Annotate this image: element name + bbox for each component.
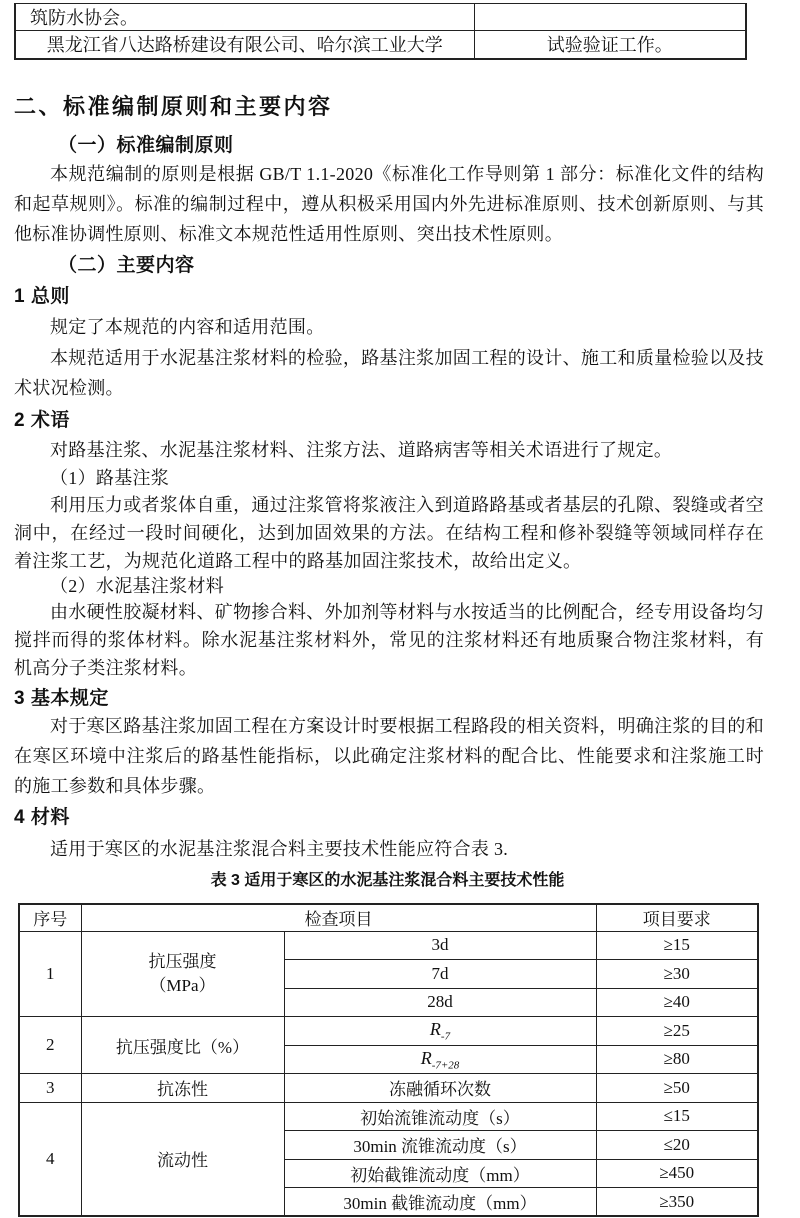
- cell-req-30min-truncated-cone: ≥350: [596, 1188, 758, 1217]
- cell-test-initial-flow-cone: 初始流锥流动度（s）: [284, 1102, 596, 1131]
- r-subscript: -7: [440, 1030, 451, 1043]
- heading-4-materials: 4 材料: [14, 807, 70, 828]
- cell-req-28d: ≥40: [596, 988, 758, 1017]
- cell-test-7d: 7d: [284, 960, 596, 989]
- cell-test-30min-flow-cone: 30min 流锥流动度（s）: [284, 1131, 596, 1160]
- item-line: （MPa）: [149, 975, 216, 995]
- section-heading-2: 二、标准编制原则和主要内容: [14, 94, 333, 119]
- table-row: [15, 4, 746, 31]
- cell-serial-1: 1: [19, 931, 81, 1017]
- heading-3-basic-rules: 3 基本规定: [14, 688, 109, 709]
- cell-item-compressive-strength: [81, 931, 284, 1017]
- heading-1-general: 1 总则: [14, 286, 70, 307]
- cell-item-fluidity: 流动性: [81, 1102, 284, 1216]
- cell-req-r7: ≥25: [596, 1017, 758, 1046]
- paragraph-scope-2: 本规范适用于水泥基注浆材料的检验，路基注浆加固工程的设计、施工和质量检验以及技术状况检测。: [14, 348, 764, 398]
- table-row: [19, 1074, 758, 1103]
- paragraph-terms-intro: 对路基注浆、水泥基注浆材料、注浆方法、道路病害等相关术语进行了规定。: [50, 440, 673, 460]
- paragraph-term-2: 由水硬性胶凝材料、矿物掺合料、外加剂等材料与水按适当的比例配合，经专用设备均匀搅拌而得的浆体材料。除水泥基注浆材料外，常见的注浆材料还有地质聚合物注浆材料，有机高分子类注浆材料。: [14, 602, 764, 678]
- cell-test-freeze-thaw: 冻融循环次数: [284, 1074, 596, 1103]
- cell-req-r7-28: ≥80: [596, 1045, 758, 1074]
- cell-test-r7: [284, 1017, 596, 1046]
- r-symbol: R: [420, 1047, 432, 1068]
- col-header-requirement: 项目要求: [596, 904, 758, 931]
- term-title-1: （1）路基注浆: [50, 468, 170, 488]
- table-cell-empty: [474, 4, 746, 31]
- cell-test-3d: 3d: [284, 931, 596, 960]
- cell-req-7d: ≥30: [596, 960, 758, 989]
- col-header-inspection-item: 检查项目: [81, 904, 596, 931]
- cell-test-r7-28: [284, 1045, 596, 1074]
- cell-req-initial-truncated-cone: ≥450: [596, 1159, 758, 1188]
- cell-req-freeze-thaw: ≥50: [596, 1074, 758, 1103]
- r-subscript: -7+28: [431, 1058, 460, 1071]
- table-row: [15, 31, 746, 59]
- term-title-2: （2）水泥基注浆材料: [50, 576, 224, 596]
- cell-test-initial-truncated-cone: 初始截锥流动度（mm）: [284, 1159, 596, 1188]
- table-cell-org-continuation: 筑防水协会。: [15, 4, 474, 31]
- col-header-serial: 序号: [19, 904, 81, 931]
- table-cell-org: 黑龙江省八达路桥建设有限公司、哈尔滨工业大学: [15, 31, 474, 59]
- subheading-principles: （一）标准编制原则: [58, 135, 234, 156]
- cell-serial-3: 3: [19, 1074, 81, 1103]
- cell-req-initial-flow-cone: ≤15: [596, 1102, 758, 1131]
- table-row: [19, 1102, 758, 1131]
- cell-req-3d: ≥15: [596, 931, 758, 960]
- cell-item-frost-resistance: 抗冻性: [81, 1074, 284, 1103]
- table-row: [19, 931, 758, 960]
- assignment-table: [14, 3, 747, 60]
- cell-req-30min-flow-cone: ≤20: [596, 1131, 758, 1160]
- paragraph-basic-rules: 对于寒区路基注浆加固工程在方案设计时要根据工程路段的相关资料，明确注浆的目的和在寒区环境中注浆后的路基性能指标，以此确定注浆材料的配合比、性能要求和注浆施工时的施工参数和具体步骤。: [14, 716, 764, 796]
- paragraph-materials: 适用于寒区的水泥基注浆混合料主要技术性能应符合表 3.: [50, 839, 509, 859]
- table-3: [18, 903, 759, 1217]
- table-row: [19, 1017, 758, 1046]
- cell-serial-2: 2: [19, 1017, 81, 1074]
- cell-test-28d: 28d: [284, 988, 596, 1017]
- r-symbol: R: [429, 1019, 441, 1040]
- heading-2-terms: 2 术语: [14, 410, 70, 431]
- table-3-caption: 表 3 适用于寒区的水泥基注浆混合料主要技术性能: [210, 872, 565, 889]
- paragraph-principles: 本规范编制的原则是根据 GB/T 1.1-2020《标准化工作导则第 1 部分：标准化文件的结构和起草规则》。标准的编制过程中，遵从积极采用国内外先进标准原则、技术创新原则、与其他标准协调性原则、标准文本规范性适用性原则、突出技术性原则。: [14, 164, 764, 244]
- cell-item-strength-ratio: 抗压强度比（%）: [81, 1017, 284, 1074]
- table-cell-task: 试验验证工作。: [474, 31, 746, 59]
- paragraph-term-1: 利用压力或者浆体自重，通过注浆管将浆液注入到道路路基或者基层的孔隙、裂缝或者空洞中，在经过一段时间硬化，达到加固效果的方法。在结构工程和修补裂缝等领域同样存在着注浆工艺，为规范化道路工程中的路基加固注浆技术，故给出定义。: [14, 495, 764, 571]
- cell-test-30min-truncated-cone: 30min 截锥流动度（mm）: [284, 1188, 596, 1217]
- item-line: 抗压强度: [148, 951, 217, 971]
- paragraph-scope-1: 规定了本规范的内容和适用范围。: [50, 317, 325, 337]
- table-header-row: [19, 904, 758, 931]
- subheading-main-content: （二）主要内容: [58, 255, 195, 276]
- cell-serial-4: 4: [19, 1102, 81, 1216]
